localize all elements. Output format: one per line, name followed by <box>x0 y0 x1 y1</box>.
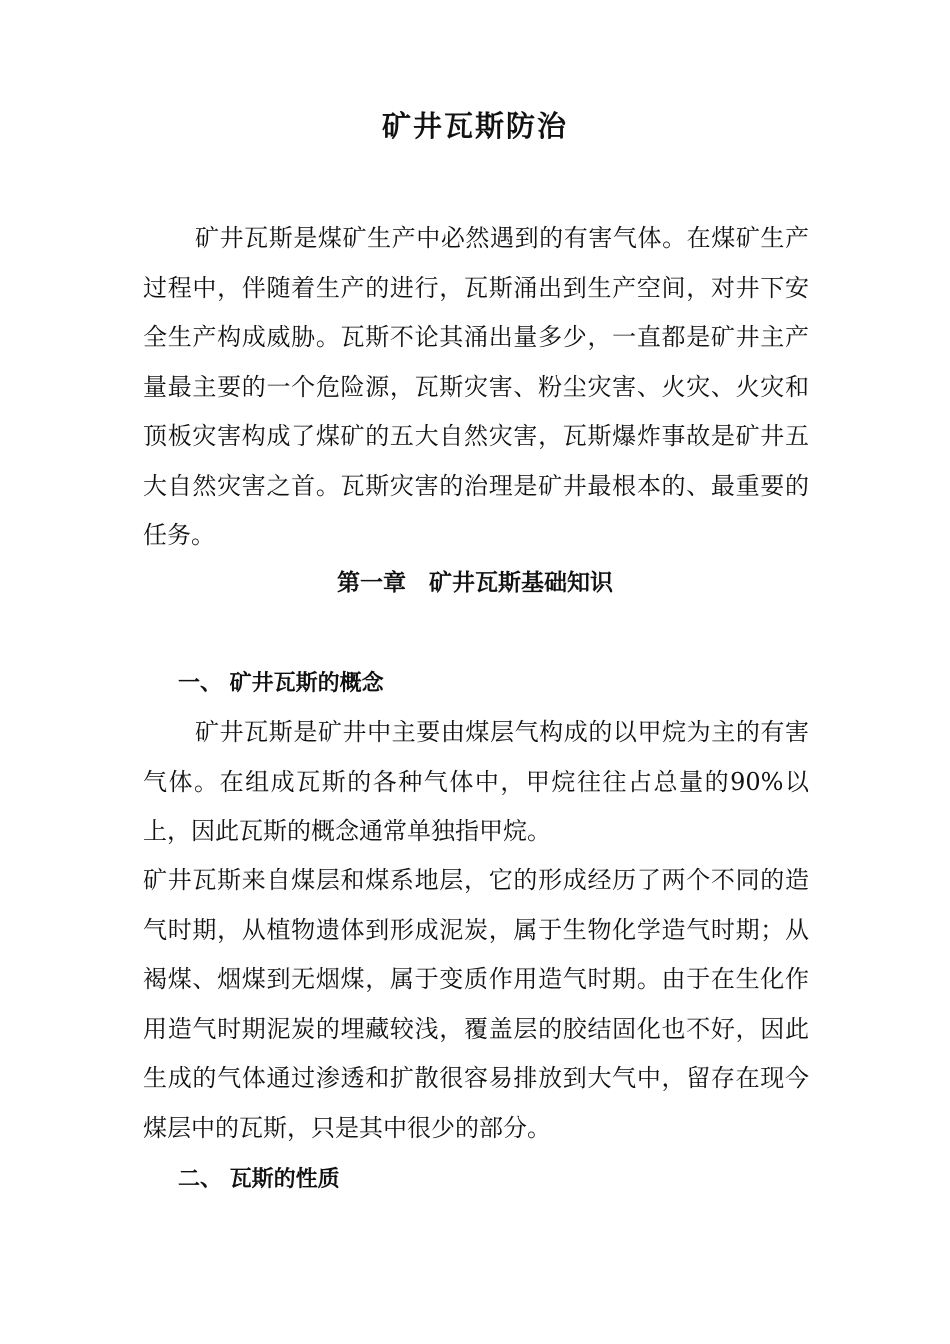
section-heading-1: 一、 矿井瓦斯的概念 <box>178 671 384 696</box>
section1-paragraph-1: 矿井瓦斯是矿井中主要由煤层气构成的以甲烷为主的有害气体。在组成瓦斯的各种气体中，甲烷往往占总量的90%以上，因此瓦斯的概念通常单独指甲烷。 <box>143 718 809 845</box>
section-heading-2: 二、 瓦斯的性质 <box>178 1167 340 1192</box>
document-title: 矿井瓦斯防治 <box>381 109 568 143</box>
chapter-heading: 第一章 矿井瓦斯基础知识 <box>337 570 613 596</box>
section1-paragraph-2: 矿井瓦斯来自煤层和煤系地层，它的形成经历了两个不同的造气时期，从植物遗体到形成泥炭，属于生物化学造气时期；从褐煤、烟煤到无烟煤，属于变质作用造气时期。由于在生化作用造气时期泥炭的埋藏较浅，覆盖层的胶结固化也不好，因此生成的气体通过渗透和扩散很容易排放到大气中，留存在现今煤层中的瓦斯，只是其中很少的部分。 <box>143 866 809 1142</box>
intro-paragraph: 矿井瓦斯是煤矿生产中必然遇到的有害气体。在煤矿生产过程中，伴随着生产的进行，瓦斯涌出到生产空间，对井下安全生产构成威胁。瓦斯不论其涌出量多少，一直都是矿井主产量最主要的一个危险源，瓦斯灾害、粉尘灾害、火灾、火灾和顶板灾害构成了煤矿的五大自然灾害，瓦斯爆炸事故是矿井五大自然灾害之首。瓦斯灾害的治理是矿井最根本的、最重要的任务。 <box>143 224 809 549</box>
